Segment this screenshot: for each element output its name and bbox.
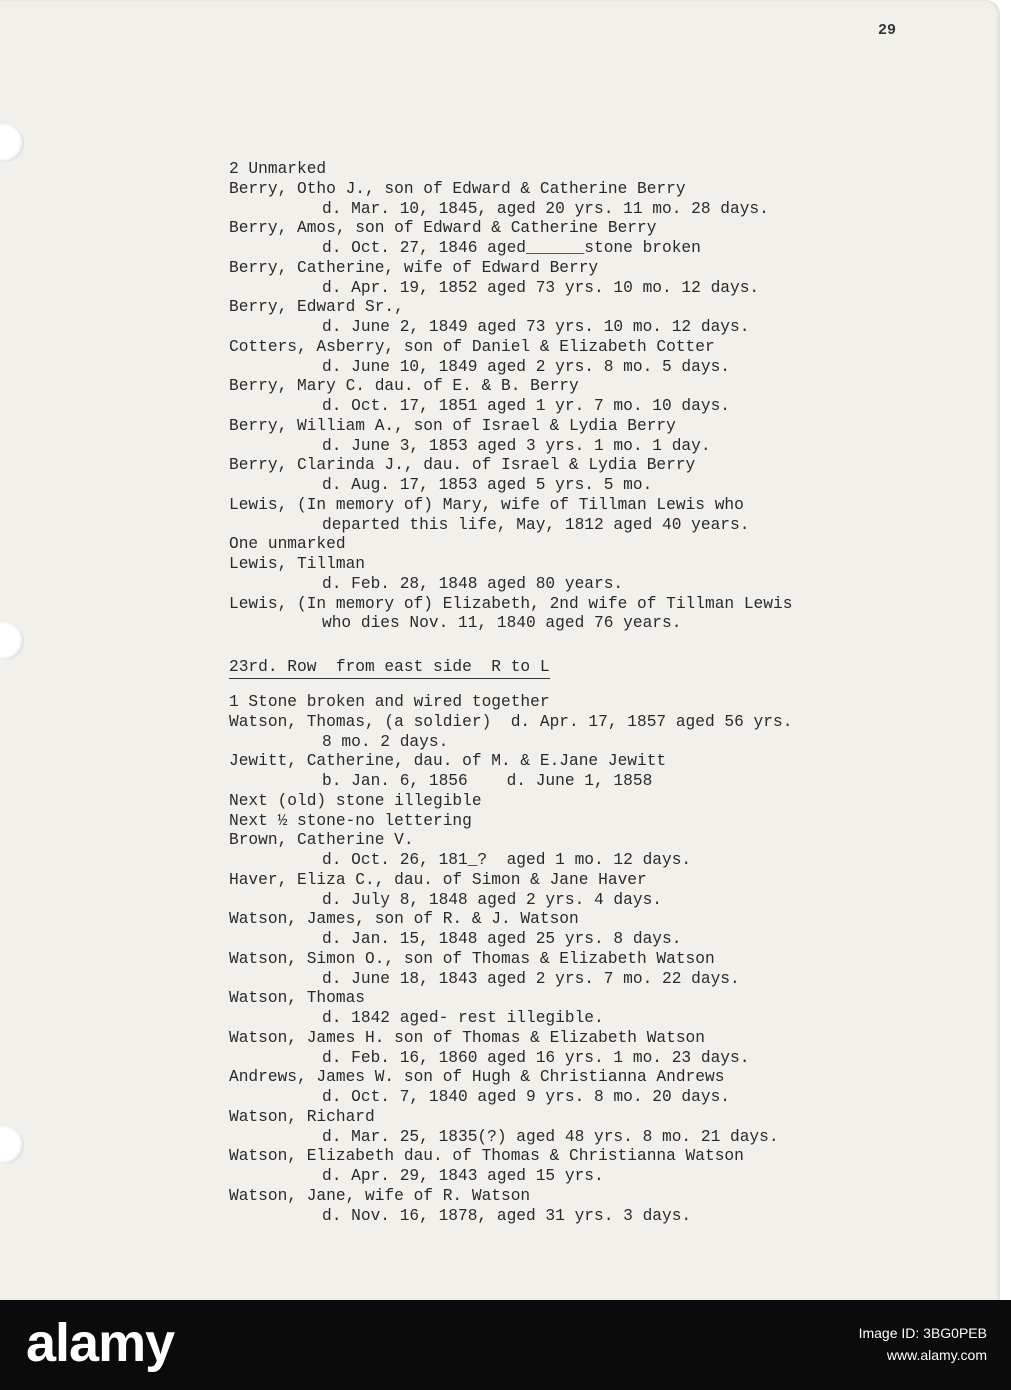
entry-detail-line: d. Oct. 7, 1840 aged 9 yrs. 8 mo. 20 days. — [322, 1088, 730, 1106]
punch-hole — [0, 622, 24, 660]
entry-name-line: Berry, Mary C. dau. of E. & B. Berry — [229, 377, 579, 396]
entry-detail-line: d. Aug. 17, 1853 aged 5 yrs. 5 mo. — [322, 476, 653, 494]
punch-hole — [0, 124, 24, 162]
entry-detail-line: d. Oct. 26, 181_? aged 1 mo. 12 days. — [322, 851, 692, 869]
entry-name-line: Watson, Richard — [229, 1107, 375, 1126]
entry-name-line: Next ½ stone-no lettering — [229, 811, 472, 830]
entry-detail-line: d. June 10, 1849 aged 2 yrs. 8 mo. 5 days. — [322, 357, 730, 376]
stock-watermark-banner — [0, 1300, 1011, 1390]
entry-name-line: Berry, William A., son of Israel & Lydia Berry — [229, 416, 676, 435]
entry-name-line: Berry, Otho J., son of Edward & Catherine Berry — [229, 179, 686, 198]
entry-detail-line: d. Nov. 16, 1878, aged 31 yrs. 3 days. — [322, 1206, 692, 1225]
entry-name-line: Cotters, Asberry, son of Daniel & Elizabeth Cotter — [229, 337, 715, 356]
entry-detail-line: departed this life, May, 1812 aged 40 years. — [322, 515, 750, 534]
section-burials-list — [229, 160, 792, 634]
image-id-info — [859, 1322, 987, 1366]
entry-detail-line: d. July 8, 1848 aged 2 yrs. 4 days. — [322, 890, 662, 909]
entry-name-line: Berry, Edward Sr., — [229, 298, 404, 317]
entry-name-line: Berry, Catherine, wife of Edward Berry — [229, 258, 599, 277]
entry-detail-line: d. Jan. 15, 1848 aged 25 yrs. 8 days. — [322, 930, 682, 948]
entry-detail-line: who dies Nov. 11, 1840 aged 76 years. — [322, 614, 682, 633]
entry-name-line: Lewis, (In memory of) Mary, wife of Tillman Lewis who — [229, 495, 744, 514]
entry-name-line: Watson, James H. son of Thomas & Elizabeth Watson — [229, 1028, 705, 1047]
entry-detail-line: d. Feb. 16, 1860 aged 16 yrs. 1 mo. 23 days. — [322, 1048, 750, 1067]
entry-name-line: Lewis, Tillman — [229, 555, 365, 573]
entry-name-line: Jewitt, Catherine, dau. of M. & E.Jane Jewitt — [229, 752, 667, 771]
entry-name-line: Next (old) stone illegible — [229, 791, 482, 810]
section-23rd-row-list — [229, 693, 792, 1226]
entry-name-line: Lewis, (In memory of) Elizabeth, 2nd wife of Tillman Lewis — [229, 594, 793, 613]
entry-detail-line: d. Oct. 27, 1846 aged______stone broken — [322, 239, 701, 257]
entry-detail-line: d. Feb. 28, 1848 aged 80 years. — [322, 574, 624, 593]
image-id: Image ID: 3BG0PEB — [858, 1325, 987, 1341]
entry-name-line: Watson, Elizabeth dau. of Thomas & Christianna Watson — [229, 1147, 744, 1166]
entry-name-line: 1 Stone broken and wired together — [229, 693, 550, 711]
punch-hole — [0, 1126, 24, 1164]
section-heading-23rd-row: 23rd. Row from east side R to L — [229, 658, 550, 679]
entry-name-line: Andrews, James W. son of Hugh & Christianna Andrews — [229, 1068, 725, 1087]
entry-name-line: Berry, Amos, son of Edward & Catherine Berry — [229, 219, 657, 238]
entry-detail-line: d. Mar. 25, 1835(?) aged 48 yrs. 8 mo. 21 days. — [322, 1127, 779, 1146]
entry-detail-line: d. June 18, 1843 aged 2 yrs. 7 mo. 22 days. — [322, 969, 740, 988]
entry-detail-line: b. Jan. 6, 1856 d. June 1, 1858 — [322, 772, 653, 790]
entry-name-line: 2 Unmarked — [229, 160, 327, 178]
entry-name-line: Watson, Jane, wife of R. Watson — [229, 1186, 531, 1205]
entry-detail-line: d. Oct. 17, 1851 aged 1 yr. 7 mo. 10 days. — [322, 397, 730, 415]
entry-name-line: Watson, James, son of R. & J. Watson — [229, 910, 579, 929]
page-number: 29 — [878, 22, 897, 39]
entry-name-line: Watson, Simon O., son of Thomas & Elizabeth Watson — [229, 949, 715, 968]
entry-detail-line: d. Mar. 10, 1845, aged 20 yrs. 11 mo. 28 days. — [322, 199, 769, 218]
entry-name-line: Watson, Thomas, (a soldier) d. Apr. 17, 1857 aged 56 yrs. — [229, 712, 793, 731]
entry-detail-line: d. 1842 aged- rest illegible. — [322, 1009, 604, 1027]
entry-detail-line: d. June 3, 1853 aged 3 yrs. 1 mo. 1 day. — [322, 436, 711, 455]
entry-name-line: One unmarked — [229, 535, 346, 554]
entry-name-line: Haver, Eliza C., dau. of Simon & Jane Haver — [229, 870, 647, 889]
entry-detail-line: d. Apr. 19, 1852 aged 73 yrs. 10 mo. 12 days. — [322, 278, 760, 297]
entry-name-line: Brown, Catherine V. — [229, 831, 414, 850]
entry-name-line: Watson, Thomas — [229, 989, 365, 1008]
alamy-logo: alamy — [26, 1313, 175, 1373]
entry-detail-line: 8 mo. 2 days. — [322, 732, 449, 751]
site-url: www.alamy.com — [886, 1347, 987, 1363]
entry-detail-line: d. June 2, 1849 aged 73 yrs. 10 mo. 12 days. — [322, 318, 750, 336]
entry-detail-line: d. Apr. 29, 1843 aged 15 yrs. — [322, 1167, 604, 1185]
entry-name-line: Berry, Clarinda J., dau. of Israel & Lydia Berry — [229, 456, 696, 475]
